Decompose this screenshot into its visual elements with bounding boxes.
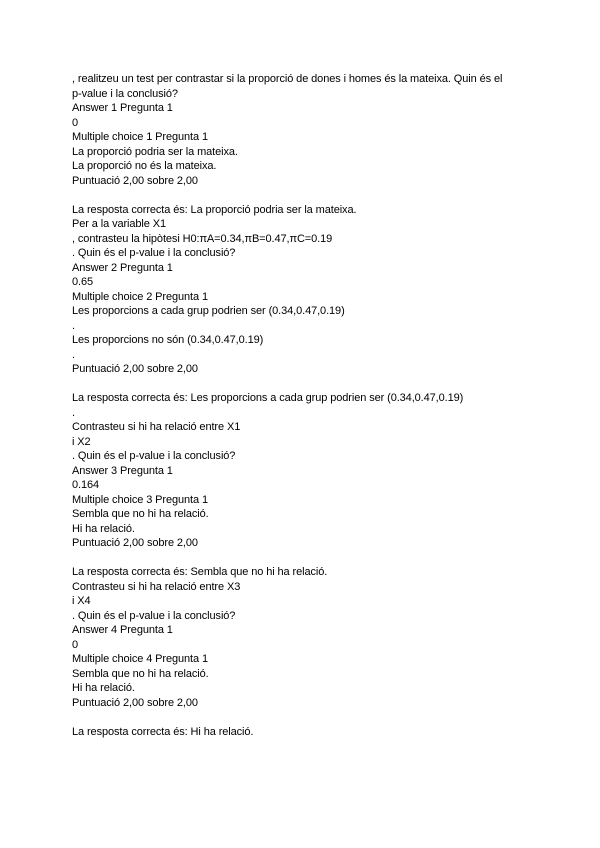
question-4-score: Puntuació 2,00 sobre 2,00	[72, 696, 198, 709]
question-3-prompt-line-3: . Quin és el p-value i la conclusió?	[72, 450, 236, 462]
choice-4-label: Multiple choice 4 Pregunta 1	[72, 653, 209, 665]
answer-1-label: Answer 1 Pregunta 1	[72, 102, 173, 114]
choice-1-option-a[interactable]: La proporció podria ser la mateixa.	[72, 145, 238, 158]
question-2-prompt-line-1: Per a la variable X1	[72, 218, 166, 230]
question-4-correct-answer: La resposta correcta és: Hi ha relació.	[72, 725, 254, 738]
answer-4-label: Answer 4 Pregunta 1	[72, 624, 173, 636]
choice-1-label: Multiple choice 1 Pregunta 1	[72, 131, 209, 143]
spacer	[72, 710, 552, 725]
spacer	[72, 551, 552, 566]
question-1-score: Puntuació 2,00 sobre 2,00	[72, 174, 198, 187]
question-4-prompt-line-3: . Quin és el p-value i la conclusió?	[72, 609, 236, 622]
question-2-score: Puntuació 2,00 sobre 2,00	[72, 363, 198, 375]
question-1-correct-answer: La resposta correcta és: La proporció podria ser la mateixa.	[72, 203, 357, 216]
choice-3-option-b[interactable]: Hi ha relació.	[72, 522, 135, 535]
question-2-prompt-line-3: . Quin és el p-value i la conclusió?	[72, 247, 236, 259]
answer-4-value: 0	[72, 638, 79, 651]
choice-2-option-a[interactable]: Les proporcions a cada grup podrien ser (0.34,0.47,0.19)	[72, 305, 345, 317]
answer-2-value: 0.65	[72, 276, 94, 288]
spacer	[72, 377, 552, 392]
choice-2-option-b-dot: .	[72, 348, 75, 361]
question-3-score: Puntuació 2,00 sobre 2,00	[72, 537, 198, 549]
question-1-prompt-line-2: p-value i la conclusió?	[72, 87, 178, 100]
quiz-review-page	[72, 72, 552, 739]
question-2-prompt-line-2: , contrasteu la hipòtesi H0:πA=0.34,πB=0.47,πC=0.19	[72, 232, 333, 245]
choice-2-label: Multiple choice 2 Pregunta 1	[72, 290, 209, 303]
question-4-prompt-line-2: i X4	[72, 595, 91, 607]
question-3-correct-answer: La resposta correcta és: Sembla que no hi ha relació.	[72, 566, 328, 578]
choice-2-option-a-dot: .	[72, 319, 75, 332]
choice-3-label: Multiple choice 3 Pregunta 1	[72, 493, 209, 506]
answer-3-label: Answer 3 Pregunta 1	[72, 464, 173, 477]
question-3-prompt-line-2: i X2	[72, 435, 91, 448]
choice-2-option-b[interactable]: Les proporcions no són (0.34,0.47,0.19)	[72, 334, 264, 346]
choice-4-option-b[interactable]: Hi ha relació.	[72, 682, 135, 694]
question-2-correct-answer: La resposta correcta és: Les proporcions a cada grup podrien ser (0.34,0.47,0.19)	[72, 392, 464, 404]
question-1-prompt-line-1: , realitzeu un test per contrastar si la proporció de dones i homes és la mateixa. Quin és el	[72, 73, 503, 85]
question-3-prompt-line-1: Contrasteu si hi ha relació entre X1	[72, 421, 241, 433]
answer-2-label: Answer 2 Pregunta 1	[72, 261, 173, 274]
choice-4-option-a[interactable]: Sembla que no hi ha relació.	[72, 667, 209, 680]
answer-1-value: 0	[72, 116, 79, 129]
choice-3-option-a[interactable]: Sembla que no hi ha relació.	[72, 508, 209, 520]
spacer	[72, 188, 552, 203]
question-4-prompt-line-1: Contrasteu si hi ha relació entre X3	[72, 580, 241, 593]
choice-1-option-b[interactable]: La proporció no és la mateixa.	[72, 160, 217, 172]
answer-3-value: 0.164	[72, 479, 100, 491]
question-2-correct-answer-dot: .	[72, 406, 75, 419]
